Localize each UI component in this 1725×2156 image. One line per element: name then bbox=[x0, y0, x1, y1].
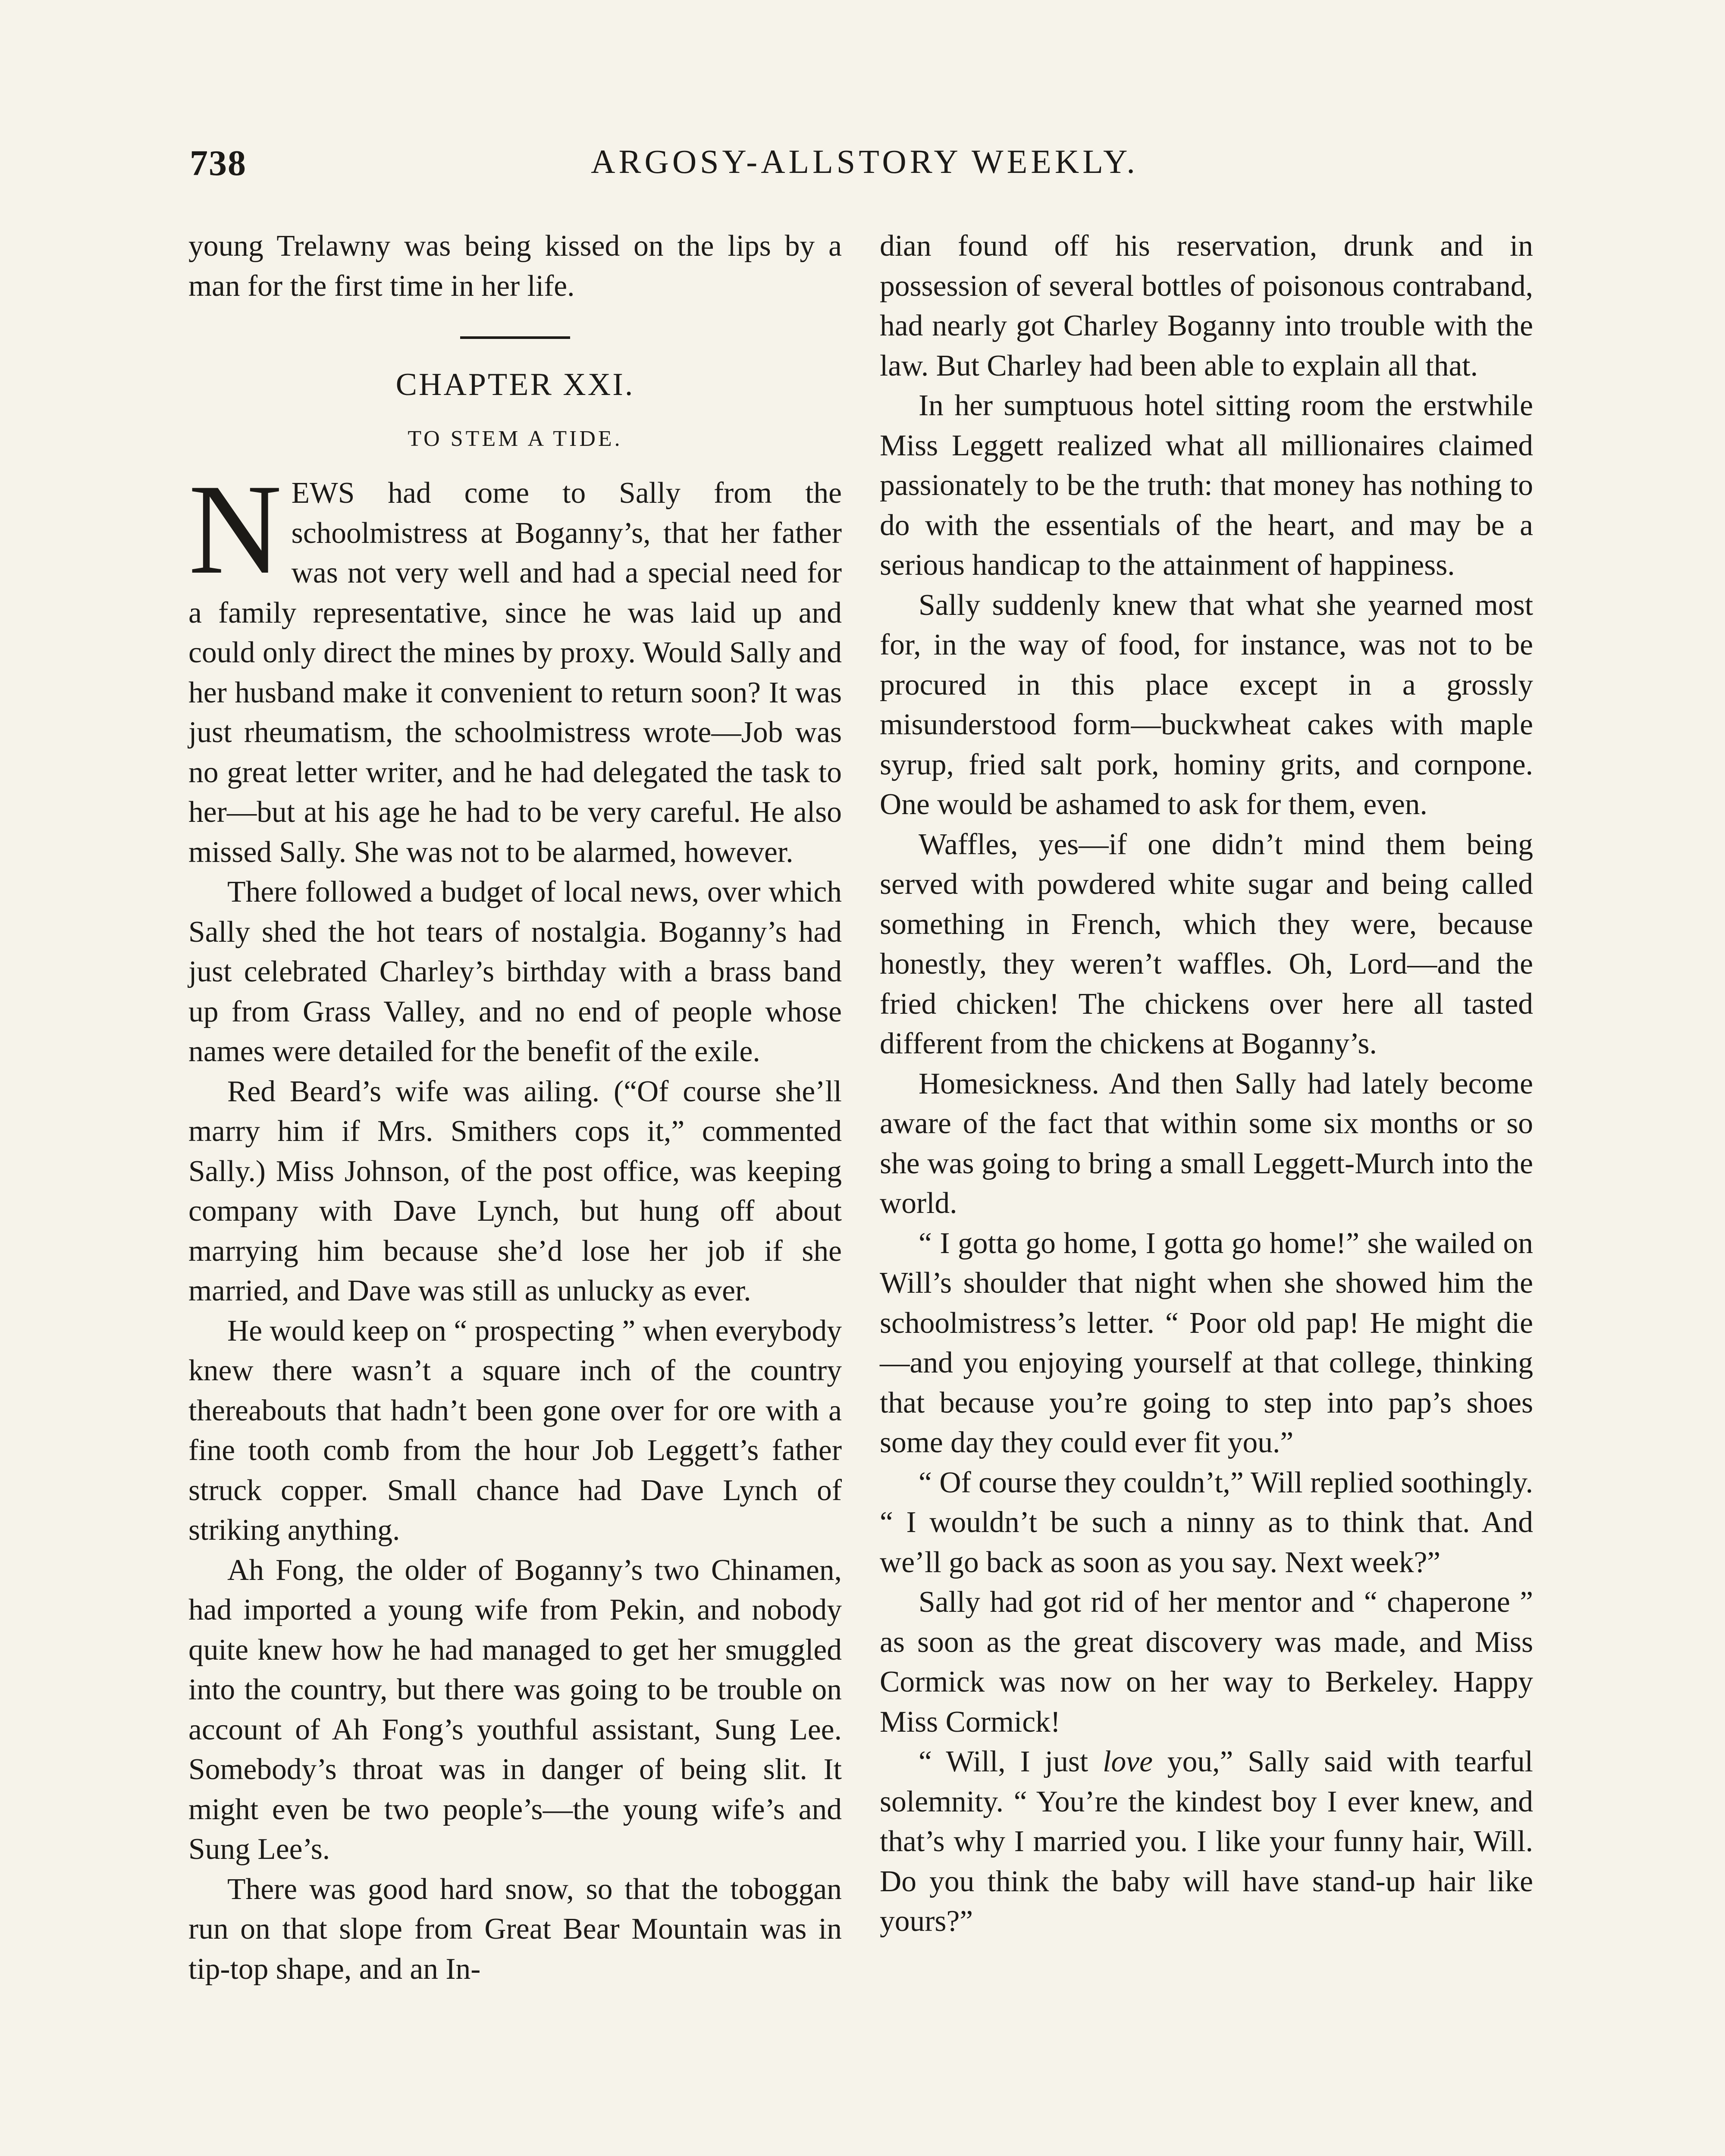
emphasis-text: love bbox=[1103, 1745, 1153, 1778]
paragraph: Homesickness. And then Sally had lately become aware of the fact that within some six months or so she was going to bring a small Leggett-Murch into the world. bbox=[880, 1067, 1533, 1220]
chapter-title: CHAPTER XXI. bbox=[395, 367, 635, 402]
paragraph: Red Beard’s wife was ailing. (“Of course she’ll marry him if Mrs. Smithers cops it,” commented Sally.) Miss Johnson, of the post office, was keeping company with Dave Lynch, but hung off about marrying him because she’d lose her job if she married, and Dave was still as unlucky as ever. bbox=[188, 1075, 842, 1307]
page-header bbox=[190, 142, 1540, 194]
paragraph-text: you,” Sally said with tearful solemnity. “ You’re the kindest boy I ever knew, and that’s why I married you. I like your funny hair, Will. Do you think the baby will have stand-up hair like yours?” bbox=[880, 1745, 1533, 1938]
opening-paragraph-text: EWS had come to Sally from the schoolmistress at Boganny’s, that her father was not very well and had a special need for a family representative, since he was laid up and could only direct the mines by proxy. Would Sally and her husband make it convenient to return soon? It was just rheumatism, the schoolmistress wrote—Job was no great letter writer, and he had delegated the task to her—but at his age he had to be very careful. He also missed Sally. She was not to be alarmed, however. bbox=[188, 476, 842, 869]
paragraph: There followed a budget of local news, over which Sally shed the hot tears of nostalgia. Boganny’s had just celebrated Charley’s birthday with a brass band up from Grass Valley, and no end of people whose names were detailed for the benefit of the exile. bbox=[188, 875, 842, 1068]
chapter-subtitle: TO STEM A TIDE. bbox=[408, 426, 623, 451]
left-column bbox=[188, 226, 842, 1989]
paragraph: There was good hard snow, so that the toboggan run on that slope from Great Bear Mountain was in tip-top shape, and an In- bbox=[188, 1872, 842, 1986]
paragraph: He would keep on “ prospecting ” when everybody knew there wasn’t a square inch of the country thereabouts that hadn’t been gone over for ore with a fine tooth comb from the hour Job Leggett’s father struck copper. Small chance had Dave Lynch of striking anything. bbox=[188, 1314, 842, 1547]
paragraph: “ Of course they couldn’t,” Will replied soothingly. “ I wouldn’t be such a ninny as to think that. And we’ll go back as soon as you say. Next week?” bbox=[880, 1466, 1533, 1579]
paragraph-text: “ Will, I just bbox=[919, 1745, 1103, 1778]
running-head: ARGOSY-ALLSTORY WEEKLY. bbox=[591, 143, 1138, 180]
paragraph: In her sumptuous hotel sitting room the erstwhile Miss Leggett realized what all millionaires claimed passionately to be the truth: that money has nothing to do with the essentials of the heart, and may be a serious handicap to the attainment of happiness. bbox=[880, 389, 1533, 582]
section-divider bbox=[460, 336, 570, 339]
paragraph: “ I gotta go home, I gotta go home!” she wailed on Will’s shoulder that night when she showed him the schoolmistress’s letter. “ Poor old pap! He might die—and you enjoying yourself at that college, thinking that because you’re going to step into pap’s shoes some day they could ever fit you.” bbox=[880, 1226, 1533, 1459]
continued-paragraph: dian found off his reservation, drunk and in possession of several bottles of poisonous contraband, had nearly got Charley Boganny into trouble with the law. But Charley had been able to explain all that. bbox=[880, 229, 1533, 382]
page-number: 738 bbox=[190, 143, 247, 183]
paragraph bbox=[880, 1742, 1533, 1942]
continued-paragraph: young Trelawny was being kissed on the lips by a man for the first time in her life. bbox=[188, 229, 842, 303]
paragraph: Sally had got rid of her mentor and “ chaperone ” as soon as the great discovery was made, and Miss Cormick was now on her way to Berkeley. Happy Miss Cormick! bbox=[880, 1586, 1533, 1739]
paragraph: Waffles, yes—if one didn’t mind them being served with powdered white sugar and being called something in French, which they were, because honestly, they weren’t waffles. Oh, Lord—and the fried chicken! The chickens over here all tasted different from the chickens at Boganny’s. bbox=[880, 827, 1533, 1060]
paragraph: Ah Fong, the older of Boganny’s two Chinamen, had imported a young wife from Pekin, and nobody quite knew how he had managed to get her smuggled into the country, but there was going to be trouble on account of Ah Fong’s youthful assistant, Sung Lee. Somebody’s throat was in danger of being slit. It might even be two people’s—the young wife’s and Sung Lee’s. bbox=[188, 1553, 842, 1866]
right-column bbox=[880, 226, 1533, 1942]
drop-cap: N bbox=[188, 458, 282, 601]
opening-paragraph bbox=[188, 458, 842, 872]
paragraph: Sally suddenly knew that what she yearned most for, in the way of food, for instance, was not to be procured in this place except in a grossly misunderstood form—buckwheat cakes with maple syrup, fried salt pork, hominy grits, and cornpone. One would be ashamed to ask for them, even. bbox=[880, 588, 1533, 821]
